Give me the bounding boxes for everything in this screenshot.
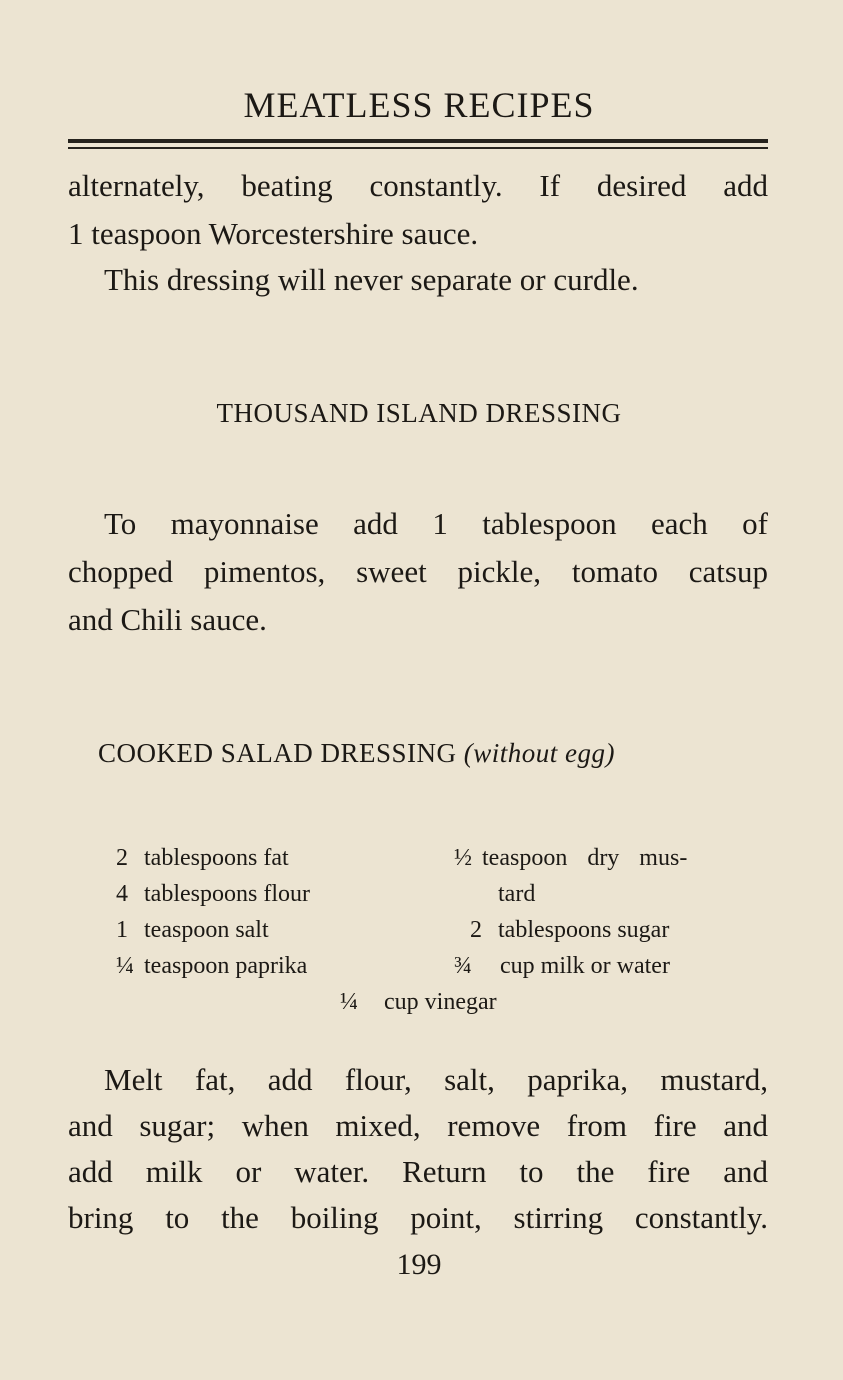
ingredient-text: cup milk or water [500, 953, 670, 979]
thousand-island-heading: THOUSAND ISLAND DRESSING [216, 398, 622, 428]
cooked-dressing-heading [98, 738, 615, 769]
ingredient-left-2 [116, 876, 310, 912]
thousand-island-line-1: To mayonnaise add 1 tablespoon each of [104, 506, 768, 541]
thousand-island-line-2: chopped pimentos, sweet pickle, tomato catsup [68, 554, 768, 589]
ingredient-left-1 [116, 840, 289, 876]
ingredient-left-4 [116, 948, 307, 984]
ingredient-text: tard [498, 881, 536, 907]
page-number: 199 [396, 1248, 442, 1281]
ingredient-right-2 [454, 876, 535, 912]
ingredient-right-3 [470, 912, 669, 948]
intro-line-1: alternately, beating constantly. If desired add [68, 168, 768, 203]
running-head: MEATLESS RECIPES [243, 85, 595, 125]
intro-line-2: 1 teaspoon Worcestershire sauce. [68, 216, 479, 251]
cooked-dressing-title: COOKED SALAD DRESSING [98, 738, 457, 768]
ingredient-qty: ¼ [340, 989, 358, 1015]
ingredient-qty: ½ [454, 845, 472, 871]
ingredient-text: teaspoon dry mus- [482, 845, 688, 871]
ingredient-qty: 2 [470, 917, 482, 943]
ingredient-text: tablespoons fat [144, 845, 289, 871]
ingredient-qty: ¾ [454, 953, 472, 979]
method-line-4: bring to the boiling point, stirring constantly. [68, 1200, 768, 1235]
intro-line-3: This dressing will never separate or curdle. [104, 262, 639, 297]
method-line-3: add milk or water. Return to the fire and [68, 1154, 768, 1189]
ingredient-qty: 2 [116, 845, 128, 871]
ingredient-center [340, 984, 497, 1020]
ingredient-text: teaspoon salt [144, 917, 269, 943]
ingredient-text: tablespoons flour [144, 881, 310, 907]
ingredient-right-4 [454, 948, 670, 984]
thousand-island-line-3: and Chili sauce. [68, 602, 267, 637]
method-line-2: and sugar; when mixed, remove from fire and [68, 1108, 768, 1143]
ingredient-text: teaspoon paprika [144, 953, 308, 979]
ingredient-qty: 1 [116, 917, 128, 943]
ingredient-text: tablespoons sugar [498, 917, 670, 943]
cooked-dressing-note: (without egg) [463, 738, 616, 768]
header-rule-thin [68, 147, 768, 149]
ingredient-qty: ¼ [116, 953, 134, 979]
ingredient-right-1 [454, 840, 774, 876]
header-rule-thick [68, 139, 768, 143]
ingredient-qty: 4 [116, 881, 128, 907]
ingredient-left-3 [116, 912, 269, 948]
ingredient-text: cup vinegar [384, 989, 497, 1015]
method-line-1: Melt fat, add flour, salt, paprika, mustard, [104, 1062, 768, 1097]
